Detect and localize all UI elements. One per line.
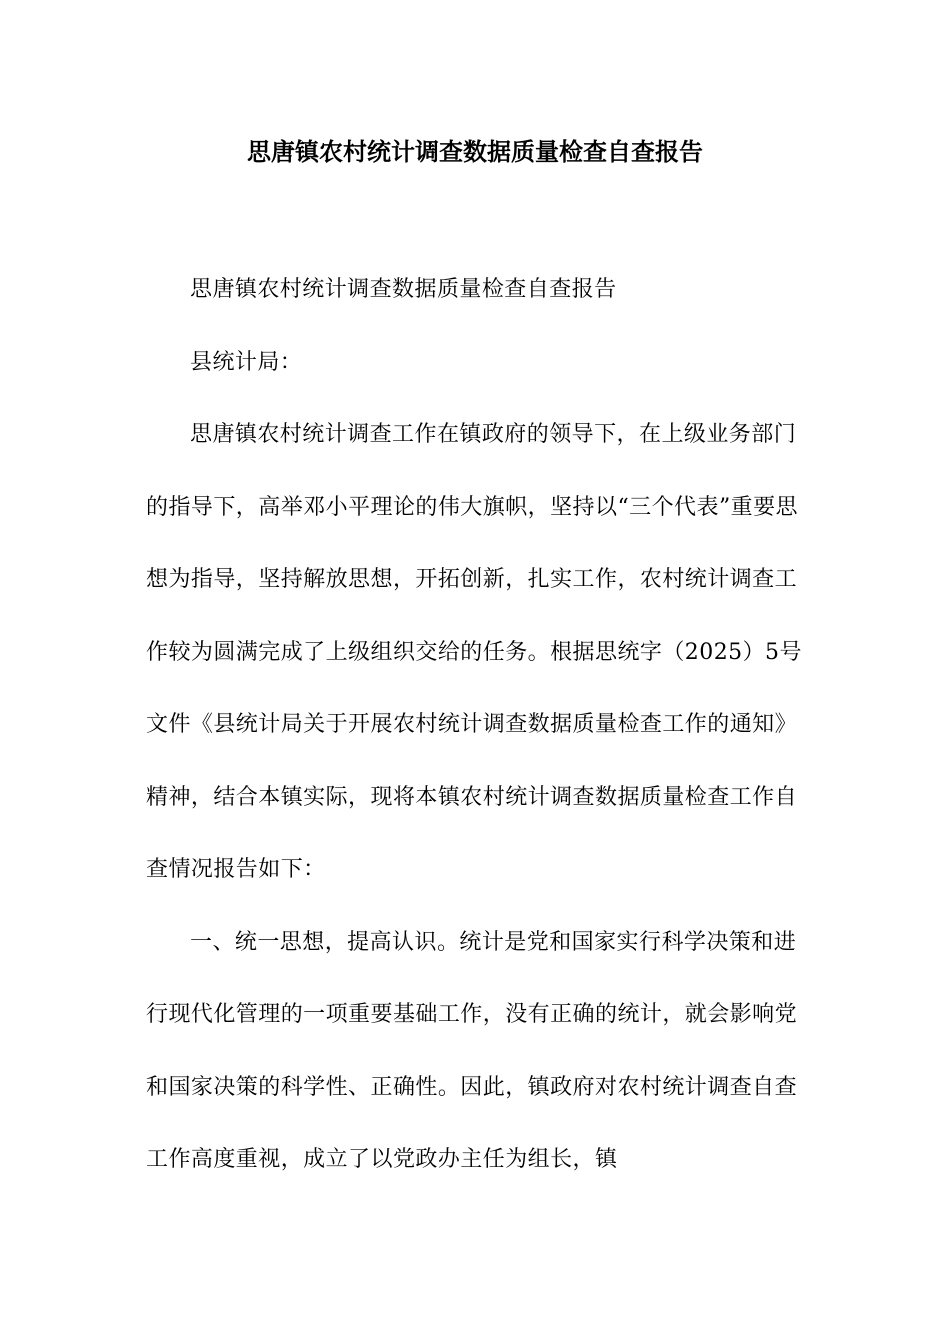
paragraph-section-one: 一、统一思想，提高认识。统计是党和国家实行科学决策和进行现代化管理的一项重要基础工作，没有正确的统计，就会影响党和国家决策的科学性、正确性。因此，镇政府对农村统计调查自查工作高度重视，成立了以党政办主任为组长，镇 [146, 929, 798, 1172]
paragraph-subtitle: 思唐镇农村统计调查数据质量检查自查报告 [190, 277, 617, 302]
document-title: 思唐镇农村统计调查数据质量检查自查报告 [247, 138, 703, 166]
paragraph-addressee: 县统计局： [190, 349, 303, 375]
document-body [146, 254, 806, 1197]
paragraph-introduction: 思唐镇农村统计调查工作在镇政府的领导下，在上级业务部门的指导下，高举邓小平理论的伟大旗帜，坚持以“三个代表”重要思想为指导，坚持解放思想，开拓创新，扎实工作，农村统计调查工作较为圆满完成了上级组织交给的任务。根据思统字（2025）5号文件《县统计局关于开展农村统计调查数据质量检查工作的通知》精神，结合本镇实际，现将本镇农村统计调查数据质量检查工作自查情况报告如下： [146, 422, 802, 882]
